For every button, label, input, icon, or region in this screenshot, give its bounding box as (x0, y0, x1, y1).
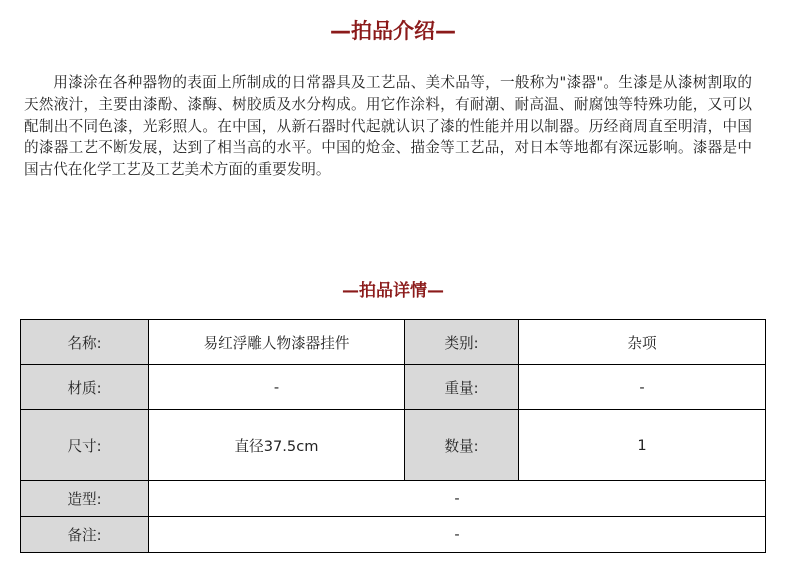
notes-value: - (149, 517, 766, 553)
table-row (21, 481, 766, 517)
category-value: 杂项 (519, 320, 766, 365)
weight-label: 重量: (405, 365, 519, 410)
size-label: 尺寸: (21, 410, 149, 481)
material-label: 材质: (21, 365, 149, 410)
table-row (21, 365, 766, 410)
quantity-value: 1 (519, 410, 766, 481)
table-row (21, 517, 766, 553)
weight-value: - (519, 365, 766, 410)
intro-title: —拍品介绍— (330, 19, 456, 43)
quantity-label: 数量: (405, 410, 519, 481)
table-row (21, 320, 766, 365)
shape-value: - (149, 481, 766, 517)
details-title: —拍品详情— (342, 281, 444, 301)
notes-label: 备注: (21, 517, 149, 553)
details-table (20, 319, 766, 553)
material-value: - (149, 365, 405, 410)
name-label: 名称: (21, 320, 149, 365)
shape-label: 造型: (21, 481, 149, 517)
table-row (21, 410, 766, 481)
category-label: 类别: (405, 320, 519, 365)
size-value: 直径37.5cm (149, 410, 405, 481)
name-value: 易红浮雕人物漆器挂件 (149, 320, 405, 365)
intro-paragraph: 用漆涂在各种器物的表面上所制成的日常器具及工艺品、美术品等，一般称为"漆器"。生漆是从漆树割取的天然液汁，主要由漆酚、漆酶、树胶质及水分构成。用它作涂料，有耐潮、耐高温、耐腐蚀等特殊功能，又可以配制出不同色漆，光彩照人。在中国，从新石器时代起就认识了漆的性能并用以制器。历经商周直至明清，中国的漆器工艺不断发展，达到了相当高的水平。中国的炝金、描金等工艺品，对日本等地都有深远影响。漆器是中国古代在化学工艺及工艺美术方面的重要发明。 (24, 74, 752, 179)
